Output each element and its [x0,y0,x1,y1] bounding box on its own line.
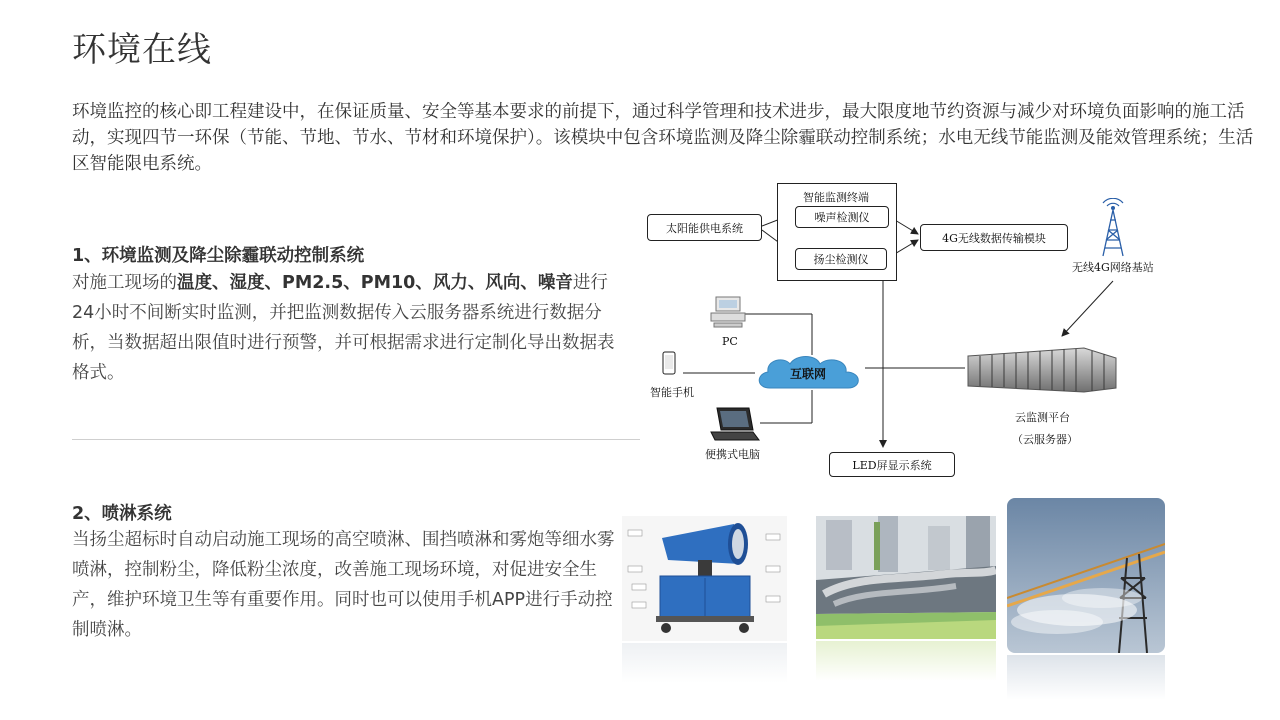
section-1-body-prefix: 对施工现场的 [72,273,177,293]
intro-paragraph: 环境监控的核心即工程建设中，在保证质量、安全等基本要求的前提下，通过科学管理和技术进步，最大限度地节约资源与减少对环境负面影响的施工活动，实现四节一环保（节能、节地、节水、节材和环境保护）。该模块中包含环境监测及降尘除霾联动控制系统；水电无线节能监测及能效管理系统；生活区智能限电系统。 [72,102,1254,174]
crane-spray-photo [1007,498,1165,653]
dust-detector-box: 扬尘检测仪 [795,248,887,270]
section-1-title: 1、环境监测及降尘除霾联动控制系统 [72,246,365,266]
section-2-title: 2、喷淋系统 [72,504,172,524]
server-rack-icon [964,342,1119,394]
cloud-platform-label: 云监测平台 [1015,411,1070,424]
base-station-label: 无线4G网络基站 [1072,261,1154,274]
internet-label: 互联网 [790,367,827,381]
cloud-server-label: （云服务器） [1012,433,1078,446]
led-display-box: LED屏显示系统 [829,452,955,477]
antenna-tower-icon [1093,198,1133,258]
smartphone-icon [662,351,676,375]
fog-cannon-photo [622,516,787,641]
solar-power-box: 太阳能供电系统 [647,214,762,241]
section-1-body-highlight: 温度、湿度、PM2.5、PM10、风力、风向、噪音 [177,273,573,293]
crane-spray-reflection [1007,655,1165,700]
page-title: 环境在线 [72,30,212,70]
smartphone-label: 智能手机 [650,386,694,399]
terminal-label: 智能监测终端 [803,191,869,204]
pc-label: PC [722,335,738,348]
laptop-icon [709,406,761,442]
section-1-body-suffix: 进行24小时不间断实时监测，并把监测数据传入云服务器系统进行数据分析，当数据超出限值时进行预警，并可根据需求进行定制化导出数据表格式。 [72,273,615,383]
fence-spray-photo [816,516,996,639]
desktop-pc-icon [708,296,748,330]
laptop-label: 便携式电脑 [705,448,760,461]
4g-module-box: 4G无线数据传输模块 [920,224,1068,251]
fence-spray-reflection [816,641,996,681]
fog-cannon-reflection [622,643,787,683]
noise-detector-box: 噪声检测仪 [795,206,889,228]
section-2-body: 当扬尘超标时自动启动施工现场的高空喷淋、围挡喷淋和雾炮等细水雾喷淋，控制粉尘，降低粉尘浓度，改善施工现场环境，对促进安全生产，维护环境卫生等有重要作用。同时也可以使用手机APP进行手动控制喷淋。 [72,530,615,640]
